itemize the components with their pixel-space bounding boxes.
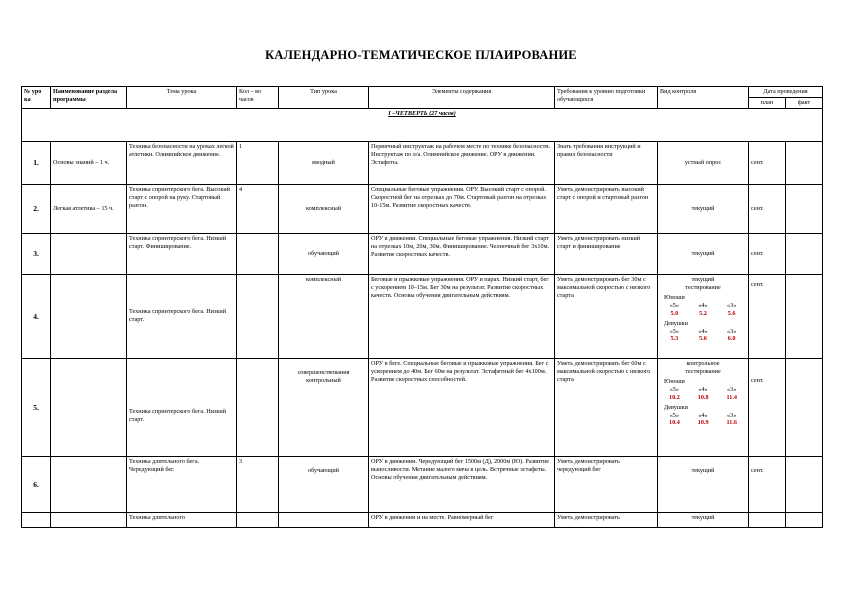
grade-table-boys <box>660 378 746 402</box>
lesson-elements: Беговые и прыжковые упражнения. ОРУ в парах. Низкий старт, бег с ускорением 10–15м. Бег 30м на результат. Развитие скоростных качеств. Основы обучения двигательным действиям. <box>369 274 555 358</box>
lesson-fact-date <box>786 358 823 456</box>
grade-value: 10.8 <box>697 393 709 401</box>
lesson-topic: Техника спринтерского бега. Низкий старт. Финиширование. <box>127 233 237 274</box>
lesson-hours: 4 <box>237 184 279 233</box>
lesson-requirements: Уметь демонстрировать <box>555 512 658 527</box>
lesson-hours <box>237 358 279 456</box>
lesson-plan-date <box>749 512 786 527</box>
calendar-plan-table <box>21 86 823 528</box>
lesson-type: комплексный <box>279 184 369 233</box>
lesson-fact-date <box>786 233 823 274</box>
lesson-elements: ОРУ в движении. Чередующий бег 1500м (Д), 2000м (Ю). Развитие выносливости. Метание малого мяча в цель. Встречные эстафеты. Основы обучения двигательным действиям. <box>369 456 555 512</box>
grade-value: 5.0 <box>670 309 679 317</box>
lesson-topic: Техника спринтерского бега. Высокий старт с опорой на руку. Стартовый разгон. <box>127 184 237 233</box>
grade-mark: «3» <box>727 385 737 393</box>
lesson-num: 1. <box>22 141 51 184</box>
lesson-hours <box>237 233 279 274</box>
grade-mark: «5» <box>669 301 679 309</box>
lesson-num: 5. <box>22 358 51 456</box>
lesson-control: текущий <box>658 233 749 274</box>
lesson-num: 2. <box>22 184 51 233</box>
lesson-plan-date: сент. <box>749 274 786 358</box>
grade-mark: «3» <box>727 301 737 309</box>
lesson-plan-date: сент. <box>749 184 786 233</box>
lesson-fact-date <box>786 456 823 512</box>
header-requirements: Требования к уровню подготовки обучающихся <box>555 87 658 109</box>
header-row <box>22 87 823 98</box>
lesson-topic: Техника длительного бега. Чередующий бег. <box>127 456 237 512</box>
lesson-plan-date: сент. <box>749 456 786 512</box>
control-note: тестирование <box>685 283 721 291</box>
grade-label: Юноши <box>664 377 685 385</box>
grade-value: 11.4 <box>726 393 737 401</box>
lesson-fact-date <box>786 512 823 527</box>
lesson-elements: ОРУ в движении. Специальные беговые упражнения. Низкий старт на отрезках 10м, 20м, 30м. Финиширование. Челночный бег 3х10м. Развитие скоростных качеств. <box>369 233 555 274</box>
lesson-section <box>51 512 127 527</box>
control-note: тестирование <box>685 367 721 375</box>
grade-mark: «5» <box>669 327 679 335</box>
lesson-requirements: Уметь демонстрировать бег 30м с максимальной скоростью с низкого старта <box>555 274 658 358</box>
lesson-num: 6. <box>22 456 51 512</box>
grade-mark: «3» <box>727 411 737 419</box>
lesson-requirements: Уметь демонстрировать бег 60м с максимальной скоростью с низкого старта <box>555 358 658 456</box>
header-control: Вид контроля <box>658 87 749 109</box>
lesson-topic: Техника спринтерского бега. Низкий старт. <box>127 274 237 358</box>
table-row <box>22 358 823 456</box>
grade-value: 11.6 <box>726 419 737 427</box>
lesson-requirements: Знать требования инструкций и правил безопасности <box>555 141 658 184</box>
lesson-num <box>22 512 51 527</box>
page-title: КАЛЕНДАРНО-ТЕМАТИЧЕСКОЕ ПЛАИРОВАНИЕ <box>265 48 577 62</box>
lesson-type: комплексный <box>279 274 369 358</box>
lesson-control <box>658 274 749 358</box>
lesson-type: вводный <box>279 141 369 184</box>
lesson-requirements: Уметь демонстрировать высокий старт с опорой и стартовый разгон <box>555 184 658 233</box>
lesson-topic: Техника длительного <box>127 512 237 527</box>
header-hours: Кол – во часов <box>237 87 279 109</box>
lesson-control: текущий <box>658 184 749 233</box>
table-row <box>22 512 823 527</box>
lesson-fact-date <box>786 274 823 358</box>
table-row <box>22 274 823 358</box>
header-date: Дата проведения <box>749 87 823 98</box>
lesson-num: 4. <box>22 274 51 358</box>
header-plan: план <box>749 97 786 108</box>
grade-label: Юноши <box>664 293 685 301</box>
lesson-hours <box>237 512 279 527</box>
quarter-title: I –ЧЕТВЕРТЬ (27 часов) <box>22 108 823 141</box>
lesson-hours: 3 <box>237 456 279 512</box>
lesson-fact-date <box>786 184 823 233</box>
lesson-hours <box>237 274 279 358</box>
grade-value: 5.3 <box>670 335 679 343</box>
table-row <box>22 141 823 184</box>
grade-table-boys <box>660 294 746 318</box>
grade-mark: «4» <box>698 327 708 335</box>
lesson-requirements: Уметь демонстрировать чередующий бег <box>555 456 658 512</box>
lesson-hours: 1 <box>237 141 279 184</box>
lesson-elements: Первичный инструктаж на рабочем месте по технике безопасности. Инструктаж по л/а. Олимпийское движение. ОРУ в движении. Эстафеты. <box>369 141 555 184</box>
grade-value: 10.9 <box>697 419 709 427</box>
lesson-section <box>51 233 127 274</box>
grade-mark: «4» <box>698 411 708 419</box>
table-row <box>22 233 823 274</box>
lesson-fact-date <box>786 141 823 184</box>
lesson-requirements: Уметь демонстрировать низкий старт и финиширование <box>555 233 658 274</box>
header-fact: факт <box>786 97 823 108</box>
lesson-type <box>279 512 369 527</box>
lesson-elements: ОРУ в беге. Специальные беговые и прыжковые упражнения. Бег с ускорением до 40м. Бег 60м на результат. Эстафетный бег 4х100м. Развитие скоростных способностей. <box>369 358 555 456</box>
lesson-section <box>51 456 127 512</box>
lesson-section: Легкая атлетика – 15 ч. <box>51 184 127 233</box>
grade-mark: «4» <box>698 301 708 309</box>
grade-mark: «4» <box>698 385 708 393</box>
grade-table-girls <box>660 320 746 344</box>
header-topic: Тема урока <box>127 87 237 109</box>
lesson-control <box>658 358 749 456</box>
control-type: контрольное <box>686 359 720 367</box>
lesson-section <box>51 274 127 358</box>
lesson-control: устный опрос <box>658 141 749 184</box>
lesson-section: Основы знаний – 1 ч. <box>51 141 127 184</box>
grade-label: Девушки <box>664 319 688 327</box>
lesson-plan-date: сент. <box>749 358 786 456</box>
table-row <box>22 184 823 233</box>
grade-mark: «5» <box>669 385 679 393</box>
grade-mark: «3» <box>727 327 737 335</box>
grade-value: 5.2 <box>699 309 707 317</box>
lesson-topic: Техника спринтерского бега. Низкий старт. <box>127 358 237 456</box>
lesson-section <box>51 358 127 456</box>
header-elements: Элементы содержания <box>369 87 555 109</box>
grade-table-girls <box>660 404 746 428</box>
header-section: Наименование раздела программы <box>51 87 127 109</box>
header-type: Тип урока <box>279 87 369 109</box>
grade-label: Девушки <box>664 403 688 411</box>
header-num: № уро ка <box>22 87 51 109</box>
lesson-elements: Специальные беговые упражнения. ОРУ. Высокий старт с опорой. Скоростной бег на отрезках до 70м. Стартовый разгон на отрезках 10-15м. Развитие скоростных качеств. <box>369 184 555 233</box>
control-type: текущий <box>691 275 715 283</box>
grade-value: 6.0 <box>727 335 736 343</box>
lesson-topic: Техника безопасности на уроках легкой атлетики. Олимпийское движение. <box>127 141 237 184</box>
grade-value: 5.6 <box>699 335 707 343</box>
lesson-type: совершенствования контрольный <box>279 358 369 456</box>
grade-value: 10.2 <box>668 393 680 401</box>
lesson-plan-date: сент. <box>749 233 786 274</box>
quarter-row <box>22 108 823 141</box>
lesson-control: текущий <box>658 456 749 512</box>
grade-value: 5.6 <box>727 309 736 317</box>
lesson-elements: ОРУ в движении и на месте. Равномерный бег <box>369 512 555 527</box>
lesson-control: текущий <box>658 512 749 527</box>
table-row <box>22 456 823 512</box>
grade-value: 10.4 <box>668 419 680 427</box>
lesson-type: обучающий <box>279 456 369 512</box>
lesson-num: 3. <box>22 233 51 274</box>
lesson-type: обучающий <box>279 233 369 274</box>
grade-mark: «5» <box>669 411 679 419</box>
lesson-plan-date: сент. <box>749 141 786 184</box>
